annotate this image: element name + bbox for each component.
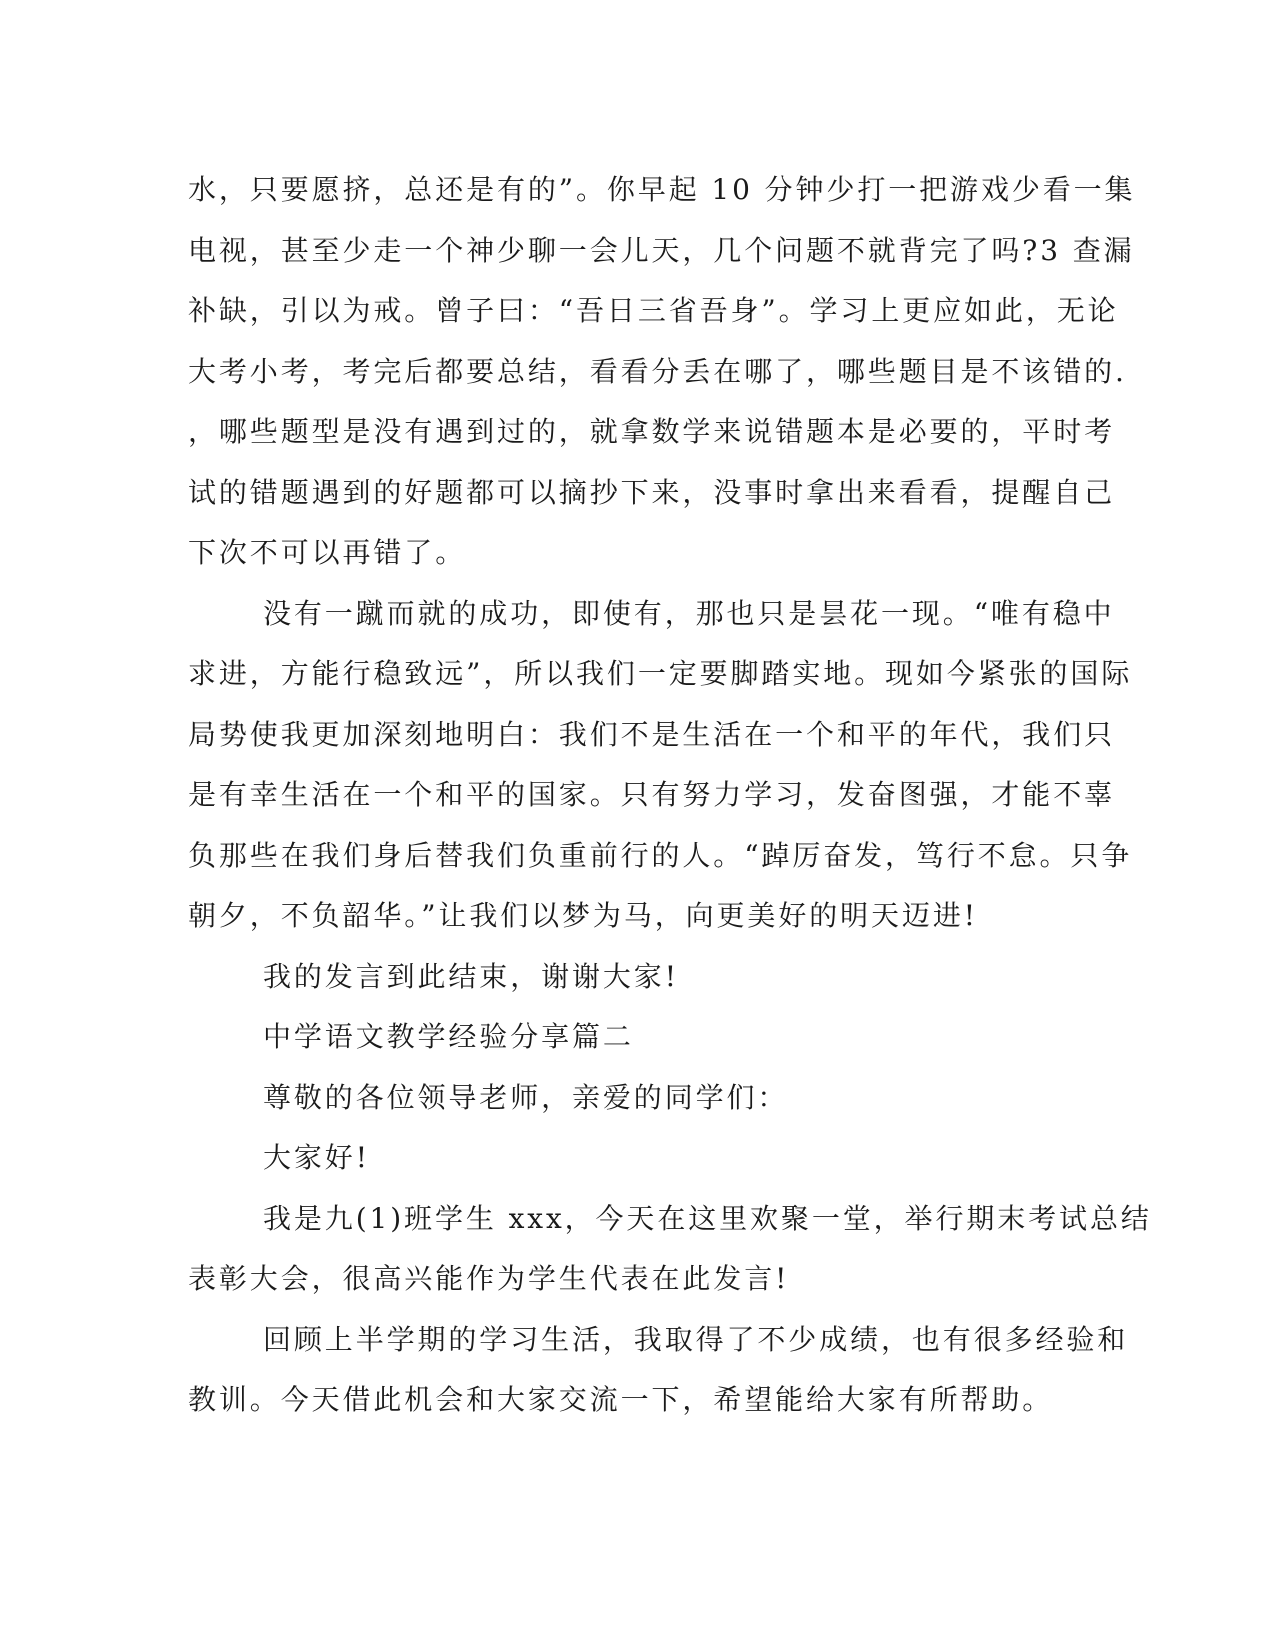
text-line: 教训。今天借此机会和大家交流一下，希望能给大家有所帮助。	[188, 1383, 1054, 1416]
section-heading: 中学语文教学经验分享篇二	[263, 1020, 634, 1053]
salutation-line: 尊敬的各位领导老师，亲爱的同学们：	[263, 1080, 789, 1114]
text-line: 补缺，引以为戒。曾子曰：“吾日三省吾身”。学习上更应如此，无论	[188, 294, 1119, 327]
text-line: 局势使我更加深刻地明白：我们不是生活在一个和平的年代，我们只	[188, 717, 1116, 751]
text-line: 负那些在我们身后替我们负重前行的人。“踔厉奋发，笃行不怠。只争	[188, 838, 1133, 872]
text-line: 是有幸生活在一个和平的国家。只有努力学习，发奋图强，才能不辜	[188, 778, 1116, 811]
text-line: 水，只要愿挤，总还是有的”。你早起 10 分钟少打一把游戏少看一集	[188, 173, 1136, 206]
text-line: 试的错题遇到的好题都可以摘抄下来，没事时拿出来看看，提醒自己	[188, 475, 1116, 509]
text-line: 电视，甚至少走一个神少聊一会儿天，几个问题不就背完了吗?3 查漏	[188, 233, 1135, 267]
text-line: 朝夕，不负韶华。”让我们以梦为马，向更美好的明天迈进!	[188, 899, 978, 932]
paragraph-start-line: 我是九(1)班学生 xxx，今天在这里欢聚一堂，举行期末考试总结	[263, 1201, 1152, 1235]
text-line: 大考小考，考完后都要总结，看看分丢在哪了，哪些题目是不该错的.	[188, 354, 1127, 388]
text-line: 表彰大会，很高兴能作为学生代表在此发言!	[188, 1262, 790, 1295]
text-line: ，哪些题型是没有遇到过的，就拿数学来说错题本是必要的，平时考	[188, 415, 1116, 448]
text-line: 求进，方能行稳致远”，所以我们一定要脚踏实地。现如今紧张的国际	[188, 657, 1133, 690]
paragraph-start-line: 回顾上半学期的学习生活，我取得了不少成绩，也有很多经验和	[263, 1322, 1129, 1356]
text-line: 下次不可以再错了。	[188, 536, 467, 569]
paragraph-start-line: 没有一蹴而就的成功，即使有，那也只是昙花一现。“唯有稳中	[263, 596, 1115, 630]
body-text	[188, 160, 1152, 1431]
closing-line: 我的发言到此结束，谢谢大家!	[263, 959, 679, 993]
greeting-line: 大家好!	[263, 1141, 370, 1174]
